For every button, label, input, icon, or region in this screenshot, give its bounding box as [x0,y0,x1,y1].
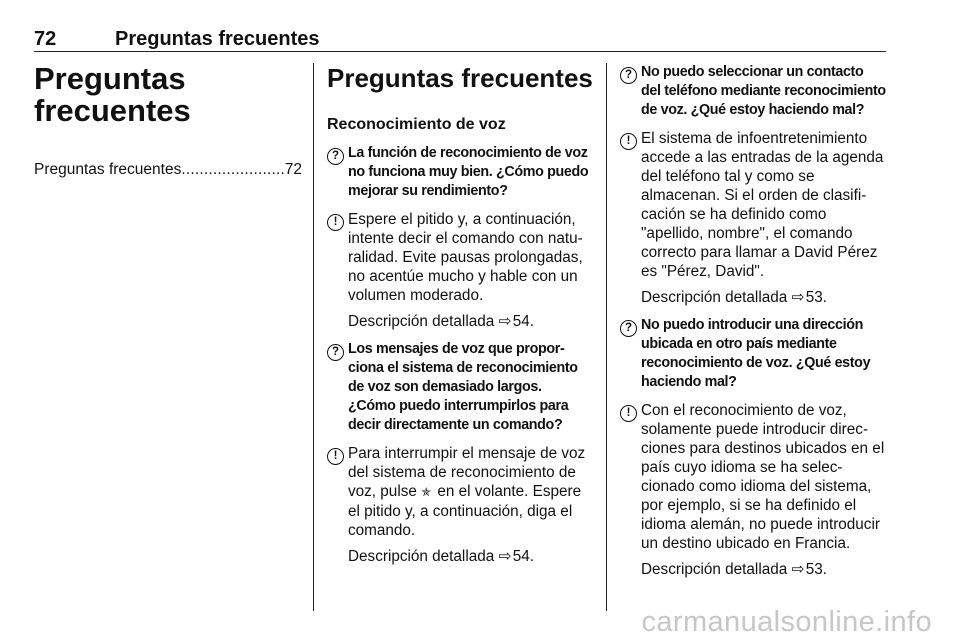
faq-question: ? No puedo seleccionar un contacto del teléfono mediante reconocimiento de voz. ¿Qué estoy haciendo mal? [620,63,886,120]
faq-answer: ! Para interrumpir el mensaje de voz del sistema de reconocimiento de voz, pulse ✯ en el volante. Espere el pitido y, a continuación, diga el comando. [327,444,592,540]
header-divider [34,51,886,52]
exclamation-circle-icon: ! [327,448,344,465]
running-header [34,28,886,50]
faq-answer: ! Espere el pitido y, a continuación, intente decir el comando con naturalidad. Evite pausas prolongadas, no acentúe mucho y hable con un volumen moderado. [327,210,592,305]
faq-answer: ! El sistema de infoentretenimiento accede a las entradas de la agenda del teléfono tal y como se almacenan. Si el orden de clasificación se ha definido como "apellido, nombre", el comando correcto para llamar a David Pérez es "Pérez, David". [620,129,886,281]
reference-arrow-icon: ⇨ [791,561,805,578]
toc-leader-dots [181,160,284,179]
subsection-title: Reconocimiento de voz [327,116,506,133]
toc-entry[interactable] [34,160,302,179]
reference-arrow-icon: ⇨ [498,548,512,565]
running-title: Preguntas frecuentes [115,28,320,50]
chapter-title: Preguntas frecuentes [34,61,191,128]
faq-question: ? No puedo introducir una dirección ubicada en otro país mediante reconocimiento de voz. ¿Qué estoy haciendo mal? [620,316,886,392]
detail-reference[interactable]: Descripción detallada ⇨ 54. [348,548,535,565]
question-circle-icon: ? [620,320,637,337]
question-circle-icon: ? [327,148,344,165]
chapter-column [34,63,302,179]
question-circle-icon: ? [327,344,344,361]
faq-question: ? La función de reconocimiento de voz no funciona muy bien. ¿Cómo puedo mejorar su rendimiento? [327,144,592,201]
detail-reference[interactable]: Descripción detallada ⇨ 53. [641,289,828,306]
reference-arrow-icon: ⇨ [791,289,805,306]
toc-entry-page[interactable]: 72 [284,161,302,178]
faq-question: ? Los mensajes de voz que proporciona el sistema de reconocimiento de voz son demasiado largos. ¿Cómo puedo interrumpirlos para decir directamente un comando? [327,340,592,435]
content-column-right [620,63,886,579]
watermark: carmanualsonline.info [641,606,932,638]
page-number: 72 [34,28,57,50]
toc-entry-label[interactable]: Preguntas frecuentes [34,161,182,178]
exclamation-circle-icon: ! [620,405,637,422]
detail-reference[interactable]: Descripción detallada ⇨ 53. [641,561,828,578]
question-circle-icon: ? [620,67,637,84]
detail-reference[interactable]: Descripción detallada ⇨ 54. [348,313,535,330]
exclamation-circle-icon: ! [327,214,344,231]
section-title: Preguntas frecuentes [327,63,593,93]
exclamation-circle-icon: ! [620,133,637,150]
voice-recognition-icon: ✯ [421,485,432,499]
column-divider [606,63,607,611]
column-divider [313,63,314,611]
faq-answer: ! Con el reconocimiento de voz, solamente puede introducir direcciones para destinos ubicados en el país cuyo idioma se ha seleccionado como idioma del sistema, por ejemplo, si se ha definido el idioma alemán, no puede introducir un destino ubicado en Francia. [620,401,886,553]
reference-arrow-icon: ⇨ [498,313,512,330]
content-column-left [327,63,592,566]
